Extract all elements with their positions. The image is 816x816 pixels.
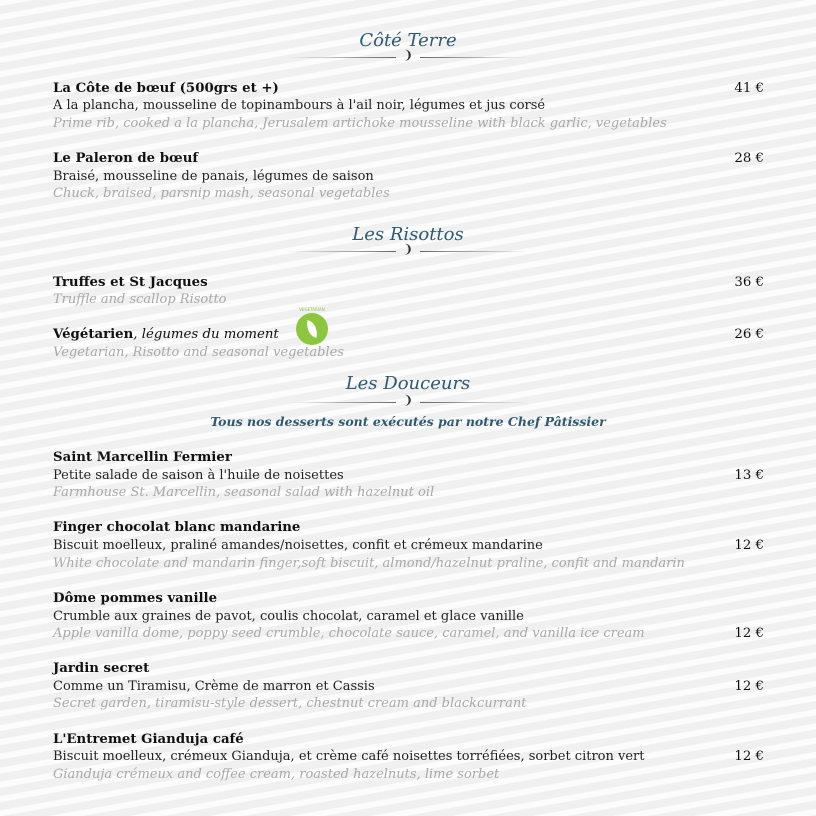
menu-item-description-fr: A la plancha, mousseline de topinambours à l'ail noir, légumes et jus corsé bbox=[53, 98, 546, 113]
menu-item-description-fr: Braisé, mousseline de panais, légumes de saison bbox=[53, 169, 374, 184]
menu-item-name bbox=[53, 274, 208, 292]
menu-item-description-fr: Biscuit moelleux, crémeux Gianduja, et crème café noisettes torréfiées, sorbet citron vert bbox=[53, 749, 645, 764]
item-name-text: Jardin secret bbox=[53, 661, 150, 676]
menu-item-name bbox=[53, 519, 300, 537]
menu-item-name bbox=[53, 449, 232, 467]
swirl-icon: ❩ bbox=[402, 242, 414, 256]
item-name-text: L'Entremet Gianduja café bbox=[53, 732, 244, 747]
menu-item-description-en: Farmhouse St. Marcellin, seasonal salad with hazelnut oil bbox=[53, 485, 435, 500]
menu-item-description-en: Secret garden, tiramisu-style dessert, chestnut cream and blackcurrant bbox=[53, 696, 527, 711]
section-subtitle: Tous nos desserts sont exécutés par notre Chef Pâtissier bbox=[210, 414, 606, 429]
menu-item-name bbox=[53, 731, 244, 749]
item-name-text: Dôme pommes vanille bbox=[53, 591, 218, 606]
menu-item-price: 26 € bbox=[734, 327, 764, 342]
item-name-text: Finger chocolat blanc mandarine bbox=[53, 520, 301, 535]
menu-item-description-en: White chocolate and mandarin finger,soft biscuit, almond/hazelnut praline, confit and mandarin bbox=[53, 556, 685, 571]
item-name-text: Saint Marcellin Fermier bbox=[53, 450, 232, 465]
ornament-divider bbox=[288, 393, 528, 409]
item-name-text: Végétarien bbox=[53, 327, 134, 342]
menu-item-price: 12 € bbox=[734, 679, 764, 694]
menu-item-description-en: Prime rib, cooked a la plancha, Jerusalem artichoke mousseline with black garlic, vegetables bbox=[53, 116, 667, 131]
menu-item-description-en: Vegetarian, Risotto and seasonal vegetables bbox=[53, 345, 344, 360]
menu-item-description-en: Apple vanilla dome, poppy seed crumble, chocolate sauce, caramel, and vanilla ice cream bbox=[53, 626, 645, 641]
menu-item-description-fr: Petite salade de saison à l'huile de noisettes bbox=[53, 468, 344, 483]
menu-item-description-en: Gianduja crémeux and coffee cream, roasted hazelnuts, lime sorbet bbox=[53, 767, 500, 782]
swirl-icon: ❩ bbox=[402, 48, 414, 62]
item-name-text: Truffes et St Jacques bbox=[53, 275, 208, 290]
menu-item-name bbox=[53, 80, 279, 98]
item-name-text: Le Paleron de bœuf bbox=[53, 151, 199, 166]
menu-item-name bbox=[53, 590, 217, 608]
leaf-icon bbox=[305, 320, 320, 338]
menu-item-description-en: Truffle and scallop Risotto bbox=[53, 292, 227, 307]
menu-item-price: 28 € bbox=[734, 151, 764, 166]
item-name-suffix: , légumes du moment bbox=[133, 327, 279, 342]
section-title: Les Douceurs bbox=[345, 373, 471, 394]
menu-item-description-fr: Comme un Tiramisu, Crème de marron et Cassis bbox=[53, 679, 375, 694]
vegetarian-badge-icon: VEGETARIAN bbox=[296, 313, 328, 345]
ornament-divider bbox=[288, 48, 528, 64]
section-title: Côté Terre bbox=[359, 30, 457, 51]
menu-item-description-en: Chuck, braised, parsnip mash, seasonal vegetables bbox=[53, 186, 390, 201]
swirl-icon: ❩ bbox=[402, 393, 414, 407]
menu-item-name bbox=[53, 150, 198, 168]
menu-item-price: 36 € bbox=[734, 275, 764, 290]
menu-item-price: 41 € bbox=[734, 81, 764, 96]
item-name-text: La Côte de bœuf (500grs et +) bbox=[53, 81, 279, 96]
menu-item-price: 12 € bbox=[734, 538, 764, 553]
menu-item-description-fr: Biscuit moelleux, praliné amandes/noisettes, confit et crémeux mandarine bbox=[53, 538, 543, 553]
menu-item-price: 12 € bbox=[734, 749, 764, 764]
menu-item-price: 13 € bbox=[734, 468, 764, 483]
menu-item-description-fr: Crumble aux graines de pavot, coulis chocolat, caramel et glace vanille bbox=[53, 609, 524, 624]
section-title: Les Risottos bbox=[352, 224, 464, 245]
menu-item-name bbox=[53, 326, 279, 344]
menu-item-name bbox=[53, 660, 149, 678]
ornament-divider bbox=[288, 242, 528, 258]
menu-item-price: 12 € bbox=[734, 626, 764, 641]
